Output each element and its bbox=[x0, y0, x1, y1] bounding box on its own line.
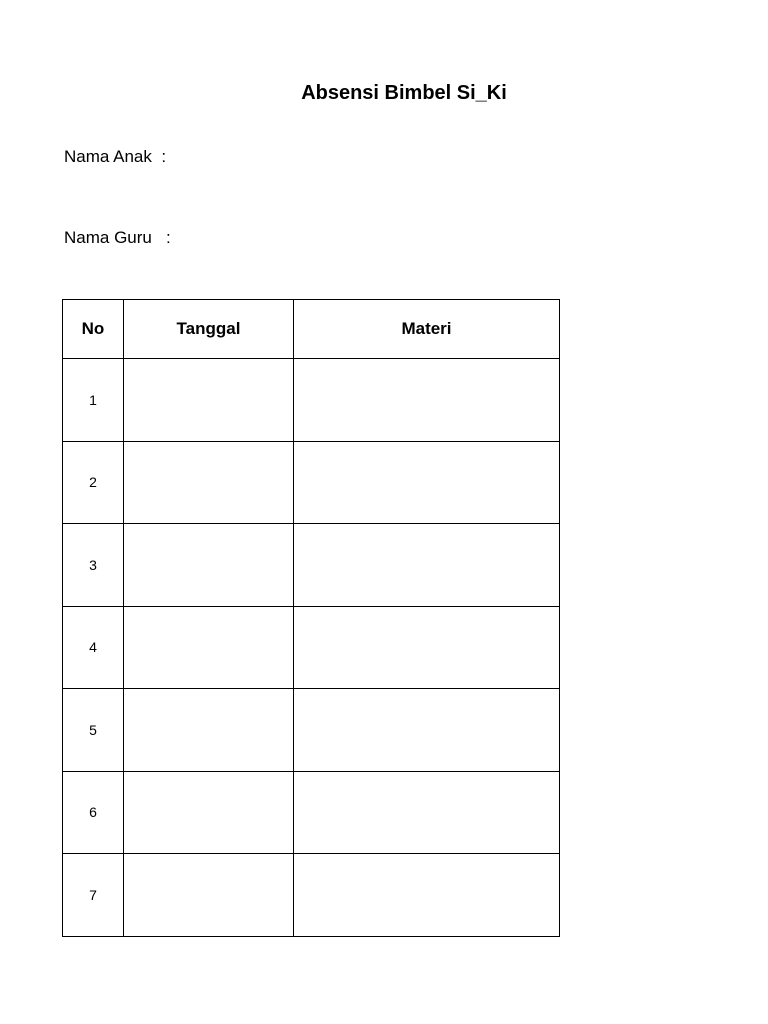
header-tanggal: Tanggal bbox=[124, 300, 294, 359]
table-row bbox=[63, 854, 560, 937]
attendance-table bbox=[62, 299, 560, 937]
row-number-cell: 6 bbox=[63, 771, 124, 854]
materi-cell[interactable] bbox=[294, 359, 560, 442]
materi-cell[interactable] bbox=[294, 524, 560, 607]
row-number-cell: 3 bbox=[63, 524, 124, 607]
header-no: No bbox=[63, 300, 124, 359]
tanggal-cell[interactable] bbox=[124, 359, 294, 442]
row-number-cell: 5 bbox=[63, 689, 124, 772]
tanggal-cell[interactable] bbox=[124, 771, 294, 854]
row-number-cell: 2 bbox=[63, 441, 124, 524]
nama-guru-label: Nama Guru : bbox=[64, 228, 171, 247]
table-row bbox=[63, 441, 560, 524]
materi-cell[interactable] bbox=[294, 606, 560, 689]
table-row bbox=[63, 771, 560, 854]
materi-cell[interactable] bbox=[294, 689, 560, 772]
materi-cell[interactable] bbox=[294, 441, 560, 524]
tanggal-cell[interactable] bbox=[124, 441, 294, 524]
table-row bbox=[63, 689, 560, 772]
table-row bbox=[63, 606, 560, 689]
tanggal-cell[interactable] bbox=[124, 606, 294, 689]
table-header-row bbox=[63, 300, 560, 359]
header-materi: Materi bbox=[294, 300, 560, 359]
row-number-cell: 7 bbox=[63, 854, 124, 937]
nama-anak-label: Nama Anak : bbox=[64, 147, 167, 166]
table-row bbox=[63, 359, 560, 442]
materi-cell[interactable] bbox=[294, 771, 560, 854]
page-title: Absensi Bimbel Si_Ki bbox=[301, 82, 507, 104]
table-row bbox=[63, 524, 560, 607]
tanggal-cell[interactable] bbox=[124, 524, 294, 607]
tanggal-cell[interactable] bbox=[124, 854, 294, 937]
tanggal-cell[interactable] bbox=[124, 689, 294, 772]
materi-cell[interactable] bbox=[294, 854, 560, 937]
row-number-cell: 4 bbox=[63, 606, 124, 689]
row-number-cell: 1 bbox=[63, 359, 124, 442]
